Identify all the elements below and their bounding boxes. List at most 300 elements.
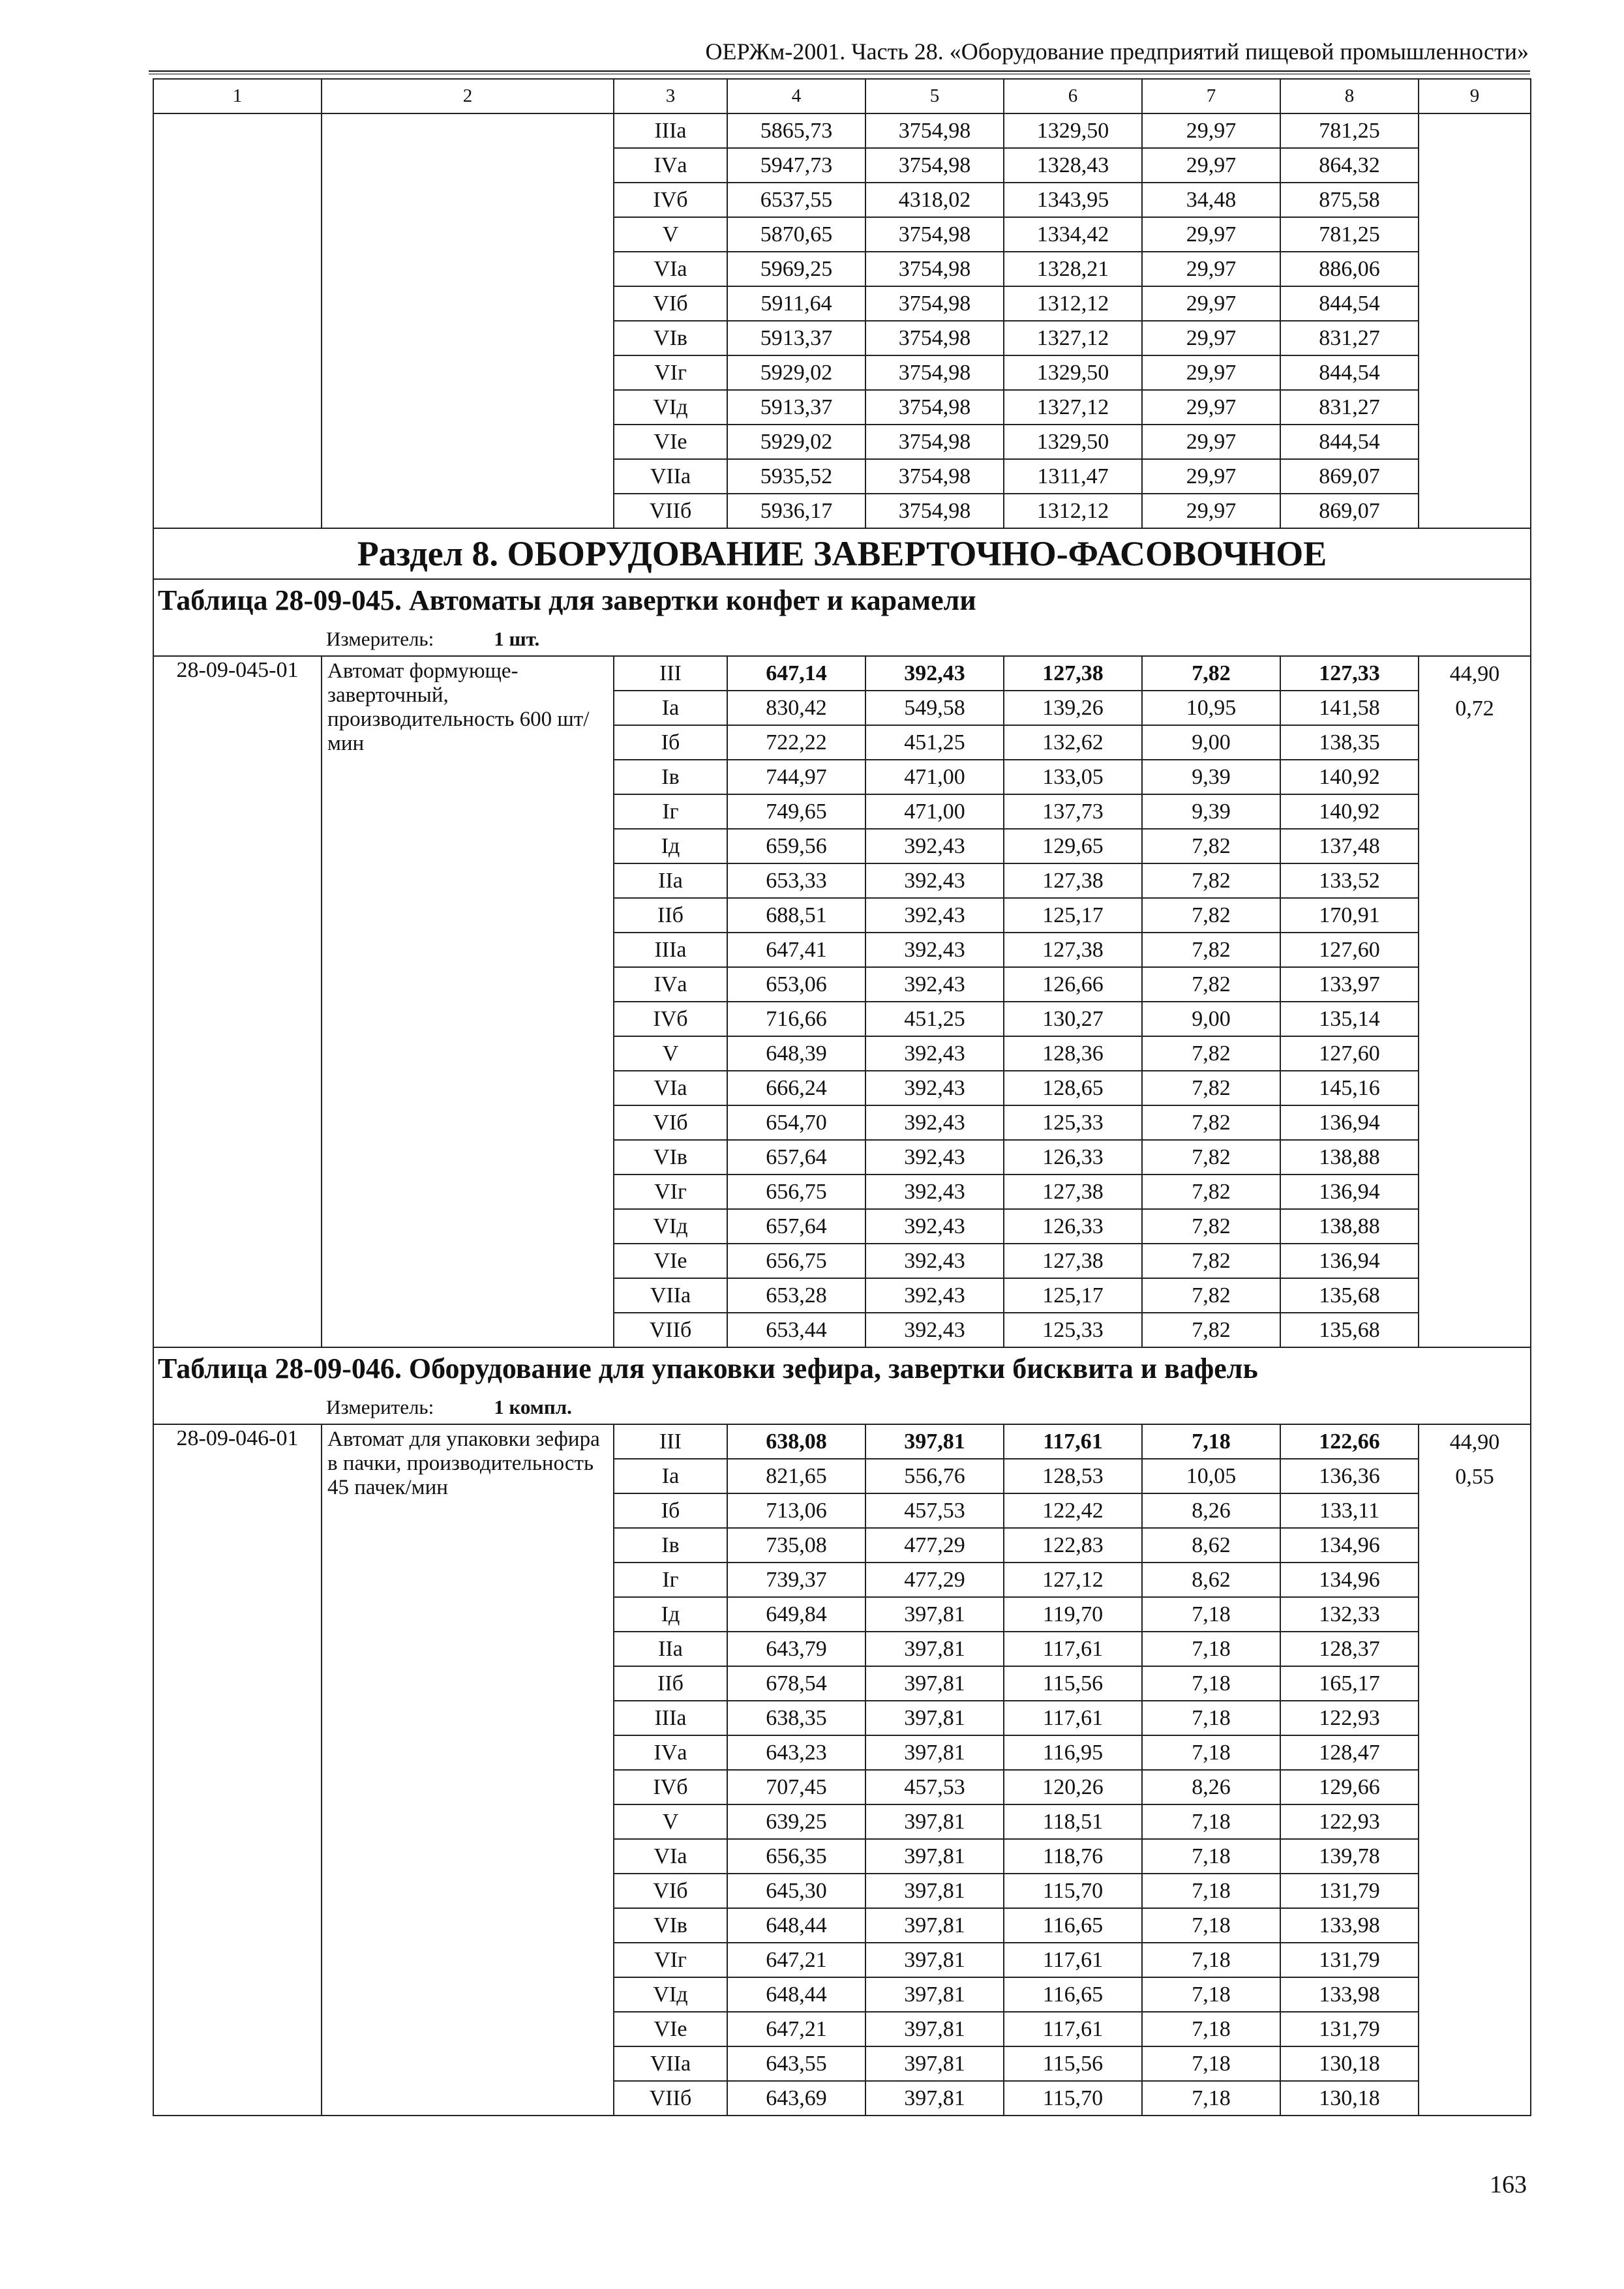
value-cell: 653,33: [727, 863, 865, 898]
value-cell: 7,18: [1142, 1597, 1280, 1632]
col9-cell: [1419, 113, 1531, 528]
value-cell: 392,43: [865, 1140, 1004, 1174]
value-cell: 128,36: [1004, 1036, 1142, 1071]
table-title: Таблица 28-09-045. Автоматы для завертки конфет и карамели: [153, 579, 1531, 621]
value-cell: 128,47: [1280, 1735, 1419, 1770]
value-cell: 119,70: [1004, 1597, 1142, 1632]
value-cell: 647,41: [727, 933, 865, 967]
zone-cell: VIд: [614, 390, 727, 425]
value-cell: 115,56: [1004, 2046, 1142, 2081]
value-cell: 138,35: [1280, 725, 1419, 760]
zone-cell: IVб: [614, 183, 727, 217]
zone-cell: IIб: [614, 898, 727, 933]
zone-cell: VIд: [614, 1209, 727, 1244]
name-cell: [322, 113, 614, 528]
value-cell: 739,37: [727, 1563, 865, 1597]
value-cell: 134,96: [1280, 1528, 1419, 1563]
value-cell: 821,65: [727, 1459, 865, 1493]
value-cell: 1329,50: [1004, 355, 1142, 390]
value-cell: 875,58: [1280, 183, 1419, 217]
value-cell: 643,79: [727, 1632, 865, 1666]
value-cell: 397,81: [865, 1977, 1004, 2012]
value-cell: 392,43: [865, 1244, 1004, 1278]
table-row: [153, 1424, 1531, 1459]
value-cell: 115,70: [1004, 1874, 1142, 1908]
value-cell: 647,14: [727, 656, 865, 691]
value-cell: 9,39: [1142, 794, 1280, 829]
value-cell: 7,18: [1142, 1839, 1280, 1874]
value-cell: 451,25: [865, 725, 1004, 760]
value-cell: 125,33: [1004, 1313, 1142, 1347]
zone-cell: III: [614, 1424, 727, 1459]
table-row: [153, 656, 1531, 691]
zone-cell: VIа: [614, 1071, 727, 1105]
column-number: 2: [322, 79, 614, 113]
value-cell: 688,51: [727, 898, 865, 933]
value-cell: 10,05: [1142, 1459, 1280, 1493]
value-cell: 145,16: [1280, 1071, 1419, 1105]
value-cell: 3754,98: [865, 113, 1004, 148]
col9-value: 44,90: [1449, 1430, 1500, 1454]
value-cell: 7,18: [1142, 1632, 1280, 1666]
value-cell: 656,35: [727, 1839, 865, 1874]
value-cell: 643,23: [727, 1735, 865, 1770]
value-cell: 869,07: [1280, 494, 1419, 528]
value-cell: 7,82: [1142, 1313, 1280, 1347]
value-cell: 133,05: [1004, 760, 1142, 794]
value-cell: 29,97: [1142, 252, 1280, 286]
value-cell: 9,00: [1142, 725, 1280, 760]
value-cell: 122,83: [1004, 1528, 1142, 1563]
value-cell: 397,81: [865, 1804, 1004, 1839]
value-cell: 1327,12: [1004, 390, 1142, 425]
zone-cell: IIа: [614, 1632, 727, 1666]
value-cell: 139,78: [1280, 1839, 1419, 1874]
column-number-row: [153, 79, 1531, 113]
zone-cell: VIа: [614, 1839, 727, 1874]
zone-cell: VIIб: [614, 494, 727, 528]
value-cell: 7,82: [1142, 1209, 1280, 1244]
rates-table: [153, 78, 1531, 2116]
running-header: ОЕРЖм-2001. Часть 28. «Оборудование предприятий пищевой промышленности»: [705, 38, 1529, 65]
value-cell: 869,07: [1280, 459, 1419, 494]
zone-cell: Iб: [614, 725, 727, 760]
value-cell: 127,60: [1280, 1036, 1419, 1071]
value-cell: 7,18: [1142, 1701, 1280, 1735]
value-cell: 126,33: [1004, 1209, 1142, 1244]
value-cell: 127,38: [1004, 1244, 1142, 1278]
value-cell: 122,93: [1280, 1804, 1419, 1839]
value-cell: 3754,98: [865, 390, 1004, 425]
value-cell: 392,43: [865, 863, 1004, 898]
value-cell: 749,65: [727, 794, 865, 829]
rates-table-body: [153, 79, 1531, 2116]
value-cell: 656,75: [727, 1174, 865, 1209]
measure-row: [153, 621, 1531, 656]
value-cell: 5947,73: [727, 148, 865, 183]
value-cell: 1328,43: [1004, 148, 1142, 183]
value-cell: 129,66: [1280, 1770, 1419, 1804]
zone-cell: VIг: [614, 1174, 727, 1209]
measure-label: Измеритель:: [326, 1395, 434, 1418]
col9-value: 0,72: [1455, 696, 1494, 721]
value-cell: 9,39: [1142, 760, 1280, 794]
value-cell: 29,97: [1142, 494, 1280, 528]
zone-cell: VIIб: [614, 2081, 727, 2116]
value-cell: 29,97: [1142, 390, 1280, 425]
value-cell: 392,43: [865, 1174, 1004, 1209]
value-cell: 397,81: [865, 1424, 1004, 1459]
measure-label: Измеритель:: [326, 627, 434, 650]
value-cell: 3754,98: [865, 355, 1004, 390]
value-cell: 648,39: [727, 1036, 865, 1071]
value-cell: 643,55: [727, 2046, 865, 2081]
zone-cell: VIа: [614, 252, 727, 286]
zone-cell: VIе: [614, 2012, 727, 2046]
value-cell: 129,65: [1004, 829, 1142, 863]
table-title-row: [153, 1347, 1531, 1390]
value-cell: 477,29: [865, 1528, 1004, 1563]
value-cell: 117,61: [1004, 1632, 1142, 1666]
value-cell: 127,38: [1004, 933, 1142, 967]
value-cell: 397,81: [865, 1701, 1004, 1735]
value-cell: 125,17: [1004, 1278, 1142, 1313]
value-cell: 647,21: [727, 2012, 865, 2046]
value-cell: 471,00: [865, 760, 1004, 794]
value-cell: 716,66: [727, 1002, 865, 1036]
value-cell: 392,43: [865, 1105, 1004, 1140]
zone-cell: VIе: [614, 1244, 727, 1278]
value-cell: 451,25: [865, 1002, 1004, 1036]
value-cell: 1311,47: [1004, 459, 1142, 494]
value-cell: 6537,55: [727, 183, 865, 217]
column-number: 5: [865, 79, 1004, 113]
zone-cell: IVб: [614, 1002, 727, 1036]
value-cell: 29,97: [1142, 113, 1280, 148]
value-cell: 140,92: [1280, 794, 1419, 829]
value-cell: 844,54: [1280, 355, 1419, 390]
value-cell: 8,26: [1142, 1493, 1280, 1528]
value-cell: 136,36: [1280, 1459, 1419, 1493]
column-number: 3: [614, 79, 727, 113]
value-cell: 744,97: [727, 760, 865, 794]
value-cell: 130,18: [1280, 2046, 1419, 2081]
value-cell: 137,73: [1004, 794, 1142, 829]
zone-cell: III: [614, 656, 727, 691]
zone-cell: VIд: [614, 1977, 727, 2012]
zone-cell: IVб: [614, 1770, 727, 1804]
zone-cell: VIIа: [614, 459, 727, 494]
value-cell: 8,62: [1142, 1563, 1280, 1597]
zone-cell: Iг: [614, 794, 727, 829]
value-cell: 133,98: [1280, 1977, 1419, 2012]
value-cell: 457,53: [865, 1770, 1004, 1804]
value-cell: 128,53: [1004, 1459, 1142, 1493]
column-number: 1: [153, 79, 322, 113]
code-cell: [153, 113, 322, 528]
value-cell: 392,43: [865, 933, 1004, 967]
value-cell: 7,18: [1142, 1977, 1280, 2012]
value-cell: 5929,02: [727, 355, 865, 390]
section-row: [153, 528, 1531, 579]
value-cell: 397,81: [865, 1874, 1004, 1908]
value-cell: 170,91: [1280, 898, 1419, 933]
value-cell: 7,18: [1142, 1943, 1280, 1977]
value-cell: 7,82: [1142, 967, 1280, 1002]
value-cell: 3754,98: [865, 286, 1004, 321]
value-cell: 128,65: [1004, 1071, 1142, 1105]
table-row: [153, 113, 1531, 148]
zone-cell: IVа: [614, 1735, 727, 1770]
zone-cell: Iг: [614, 1563, 727, 1597]
zone-cell: VIв: [614, 1140, 727, 1174]
name-cell: Автомат формующе-заверточный, производительность 600 шт/мин: [322, 656, 614, 1347]
value-cell: 131,79: [1280, 2012, 1419, 2046]
value-cell: 141,58: [1280, 691, 1419, 725]
table-title: Таблица 28-09-046. Оборудование для упаковки зефира, завертки бисквита и вафель: [153, 1347, 1531, 1390]
value-cell: 638,08: [727, 1424, 865, 1459]
value-cell: 140,92: [1280, 760, 1419, 794]
value-cell: 7,18: [1142, 1424, 1280, 1459]
value-cell: 127,38: [1004, 863, 1142, 898]
value-cell: 127,38: [1004, 656, 1142, 691]
value-cell: 1334,42: [1004, 217, 1142, 252]
value-cell: 5936,17: [727, 494, 865, 528]
value-cell: 7,18: [1142, 1874, 1280, 1908]
value-cell: 3754,98: [865, 494, 1004, 528]
value-cell: 844,54: [1280, 286, 1419, 321]
zone-cell: IIIа: [614, 113, 727, 148]
col9-value: 44,90: [1449, 662, 1500, 686]
value-cell: 471,00: [865, 794, 1004, 829]
value-cell: 135,68: [1280, 1313, 1419, 1347]
value-cell: 392,43: [865, 656, 1004, 691]
value-cell: 138,88: [1280, 1140, 1419, 1174]
value-cell: 7,82: [1142, 1140, 1280, 1174]
zone-cell: VIг: [614, 1943, 727, 1977]
zone-cell: Iб: [614, 1493, 727, 1528]
value-cell: 7,82: [1142, 1105, 1280, 1140]
value-cell: 7,18: [1142, 2046, 1280, 2081]
value-cell: 722,22: [727, 725, 865, 760]
zone-cell: VIIа: [614, 1278, 727, 1313]
value-cell: 831,27: [1280, 390, 1419, 425]
value-cell: 654,70: [727, 1105, 865, 1140]
value-cell: 397,81: [865, 2081, 1004, 2116]
zone-cell: VIIа: [614, 2046, 727, 2081]
value-cell: 1312,12: [1004, 286, 1142, 321]
zone-cell: VIб: [614, 286, 727, 321]
value-cell: 128,37: [1280, 1632, 1419, 1666]
value-cell: 115,70: [1004, 2081, 1142, 2116]
value-cell: 126,33: [1004, 1140, 1142, 1174]
value-cell: 29,97: [1142, 217, 1280, 252]
zone-cell: V: [614, 217, 727, 252]
zone-cell: VIе: [614, 425, 727, 459]
value-cell: 29,97: [1142, 321, 1280, 355]
value-cell: 1329,50: [1004, 113, 1142, 148]
value-cell: 7,18: [1142, 1804, 1280, 1839]
value-cell: 397,81: [865, 2046, 1004, 2081]
value-cell: 397,81: [865, 1908, 1004, 1943]
value-cell: 7,18: [1142, 2012, 1280, 2046]
value-cell: 392,43: [865, 1278, 1004, 1313]
value-cell: 844,54: [1280, 425, 1419, 459]
value-cell: 397,81: [865, 1839, 1004, 1874]
value-cell: 7,82: [1142, 1244, 1280, 1278]
value-cell: 132,33: [1280, 1597, 1419, 1632]
value-cell: 653,06: [727, 967, 865, 1002]
value-cell: 392,43: [865, 1313, 1004, 1347]
zone-cell: VIг: [614, 355, 727, 390]
value-cell: 3754,98: [865, 217, 1004, 252]
value-cell: 5870,65: [727, 217, 865, 252]
column-number: 8: [1280, 79, 1419, 113]
value-cell: 639,25: [727, 1804, 865, 1839]
value-cell: 392,43: [865, 967, 1004, 1002]
value-cell: 7,82: [1142, 898, 1280, 933]
value-cell: 678,54: [727, 1666, 865, 1701]
zone-cell: IVа: [614, 148, 727, 183]
value-cell: 556,76: [865, 1459, 1004, 1493]
table-title-row: [153, 579, 1531, 621]
zone-cell: IVа: [614, 967, 727, 1002]
value-cell: 647,21: [727, 1943, 865, 1977]
value-cell: 127,12: [1004, 1563, 1142, 1597]
zone-cell: IIа: [614, 863, 727, 898]
value-cell: 125,33: [1004, 1105, 1142, 1140]
col9-cell: [1419, 656, 1531, 1347]
value-cell: 165,17: [1280, 1666, 1419, 1701]
value-cell: 133,98: [1280, 1908, 1419, 1943]
value-cell: 10,95: [1142, 691, 1280, 725]
zone-cell: VIв: [614, 1908, 727, 1943]
value-cell: 130,27: [1004, 1002, 1142, 1036]
value-cell: 29,97: [1142, 459, 1280, 494]
value-cell: 130,18: [1280, 2081, 1419, 2116]
column-number: 7: [1142, 79, 1280, 113]
value-cell: 886,06: [1280, 252, 1419, 286]
zone-cell: VIб: [614, 1874, 727, 1908]
value-cell: 648,44: [727, 1977, 865, 2012]
value-cell: 133,11: [1280, 1493, 1419, 1528]
value-cell: 5911,64: [727, 286, 865, 321]
measure-cell: [153, 621, 1531, 656]
header-rule: [149, 70, 1530, 74]
value-cell: 8,26: [1142, 1770, 1280, 1804]
value-cell: 116,65: [1004, 1908, 1142, 1943]
value-cell: 7,82: [1142, 1278, 1280, 1313]
column-number: 4: [727, 79, 865, 113]
value-cell: 9,00: [1142, 1002, 1280, 1036]
value-cell: 136,94: [1280, 1244, 1419, 1278]
value-cell: 127,33: [1280, 656, 1419, 691]
value-cell: 392,43: [865, 898, 1004, 933]
value-cell: 4318,02: [865, 183, 1004, 217]
value-cell: 397,81: [865, 1735, 1004, 1770]
value-cell: 649,84: [727, 1597, 865, 1632]
value-cell: 7,18: [1142, 2081, 1280, 2116]
zone-cell: Iв: [614, 760, 727, 794]
value-cell: 392,43: [865, 1036, 1004, 1071]
value-cell: 3754,98: [865, 252, 1004, 286]
page-number: 163: [1490, 2171, 1527, 2198]
value-cell: 122,66: [1280, 1424, 1419, 1459]
value-cell: 5969,25: [727, 252, 865, 286]
value-cell: 34,48: [1142, 183, 1280, 217]
value-cell: 397,81: [865, 1666, 1004, 1701]
value-cell: 29,97: [1142, 425, 1280, 459]
value-cell: 117,61: [1004, 1943, 1142, 1977]
value-cell: 117,61: [1004, 2012, 1142, 2046]
value-cell: 125,17: [1004, 898, 1142, 933]
value-cell: 3754,98: [865, 148, 1004, 183]
value-cell: 134,96: [1280, 1563, 1419, 1597]
value-cell: 7,18: [1142, 1666, 1280, 1701]
value-cell: 138,88: [1280, 1209, 1419, 1244]
value-cell: 131,79: [1280, 1874, 1419, 1908]
value-cell: 648,44: [727, 1908, 865, 1943]
value-cell: 656,75: [727, 1244, 865, 1278]
value-cell: 781,25: [1280, 217, 1419, 252]
value-cell: 645,30: [727, 1874, 865, 1908]
value-cell: 3754,98: [865, 459, 1004, 494]
value-cell: 1328,21: [1004, 252, 1142, 286]
zone-cell: IIIа: [614, 933, 727, 967]
value-cell: 132,62: [1004, 725, 1142, 760]
value-cell: 5865,73: [727, 113, 865, 148]
value-cell: 5913,37: [727, 321, 865, 355]
value-cell: 657,64: [727, 1140, 865, 1174]
value-cell: 115,56: [1004, 1666, 1142, 1701]
value-cell: 29,97: [1142, 148, 1280, 183]
section-title: Раздел 8. ОБОРУДОВАНИЕ ЗАВЕРТОЧНО-ФАСОВОЧНОЕ: [153, 528, 1531, 579]
value-cell: 5913,37: [727, 390, 865, 425]
value-cell: 7,82: [1142, 1071, 1280, 1105]
value-cell: 397,81: [865, 1943, 1004, 1977]
value-cell: 397,81: [865, 1632, 1004, 1666]
value-cell: 117,61: [1004, 1424, 1142, 1459]
col9-value: 0,55: [1455, 1465, 1494, 1489]
value-cell: 135,14: [1280, 1002, 1419, 1036]
value-cell: 397,81: [865, 1597, 1004, 1632]
column-number: 6: [1004, 79, 1142, 113]
zone-cell: Iа: [614, 691, 727, 725]
value-cell: 713,06: [727, 1493, 865, 1528]
zone-cell: VIб: [614, 1105, 727, 1140]
zone-cell: Iд: [614, 1597, 727, 1632]
value-cell: 135,68: [1280, 1278, 1419, 1313]
value-cell: 126,66: [1004, 967, 1142, 1002]
zone-cell: V: [614, 1036, 727, 1071]
zone-cell: Iа: [614, 1459, 727, 1493]
value-cell: 29,97: [1142, 286, 1280, 321]
measure-value: 1 компл.: [494, 1395, 572, 1418]
value-cell: 136,94: [1280, 1174, 1419, 1209]
value-cell: 397,81: [865, 2012, 1004, 2046]
value-cell: 139,26: [1004, 691, 1142, 725]
value-cell: 1327,12: [1004, 321, 1142, 355]
value-cell: 133,52: [1280, 863, 1419, 898]
value-cell: 127,60: [1280, 933, 1419, 967]
zone-cell: VIIб: [614, 1313, 727, 1347]
value-cell: 653,44: [727, 1313, 865, 1347]
value-cell: 1343,95: [1004, 183, 1142, 217]
col9-cell: [1419, 1424, 1531, 2116]
value-cell: 864,32: [1280, 148, 1419, 183]
zone-cell: Iв: [614, 1528, 727, 1563]
zone-cell: IIIа: [614, 1701, 727, 1735]
